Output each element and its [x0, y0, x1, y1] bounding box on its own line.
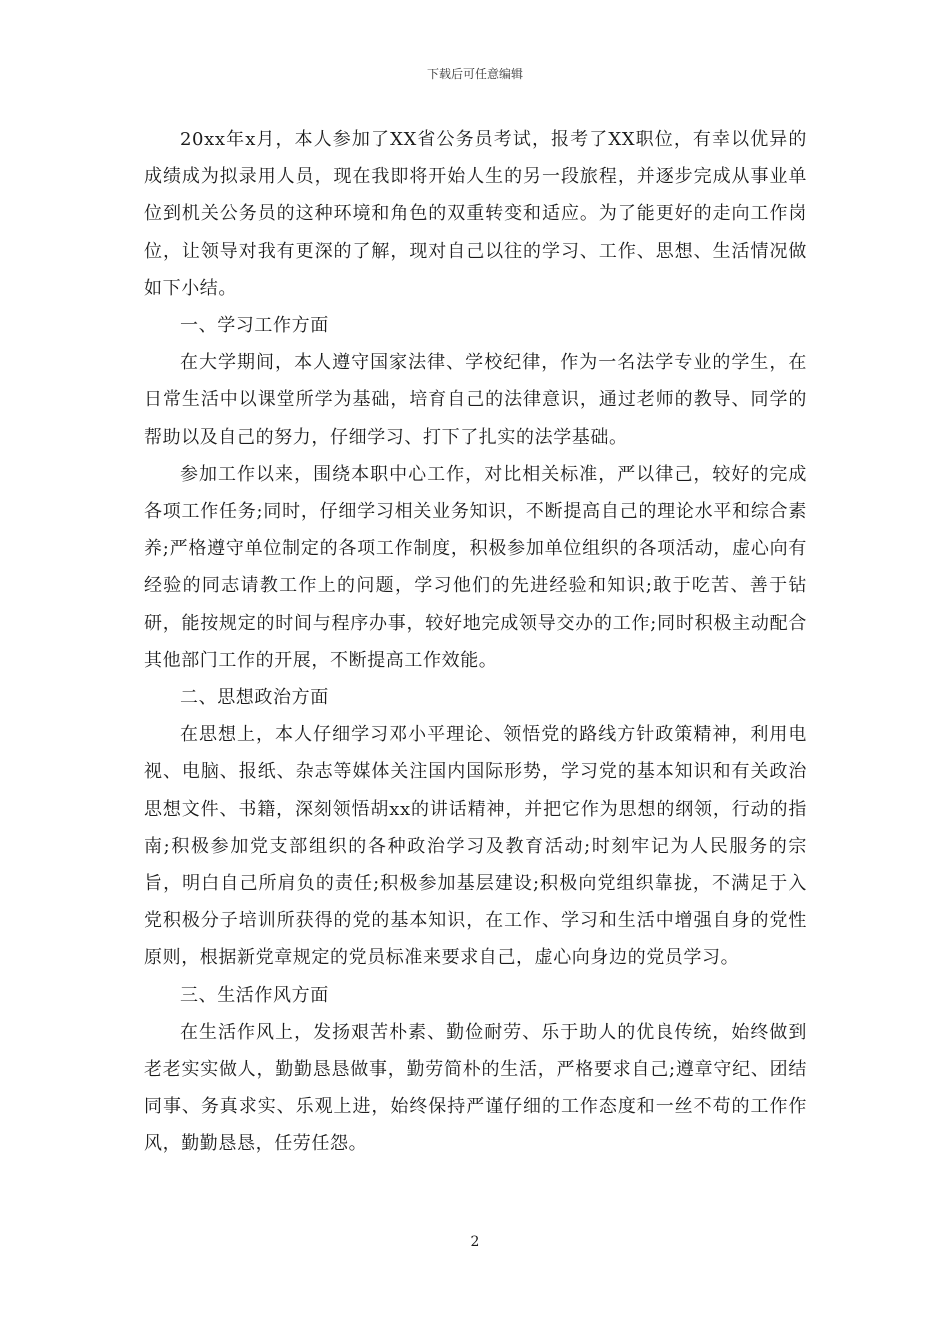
section-heading-political: 二、思想政治方面	[180, 687, 329, 709]
page-number: 2	[470, 1234, 480, 1250]
study-paragraph: 在大学期间，本人遵守国家法律、学校纪律，作为一名法学专业的学生，在日常生活中以课堂所学为基础，培育自己的法律意识，通过老师的教导、同学的帮助以及自己的努力，仔细学习、打下了扎实的法学基础。	[144, 352, 807, 448]
section-heading-lifestyle: 三、生活作风方面	[180, 984, 329, 1006]
page-header: 下载后可任意编辑	[426, 67, 523, 81]
section-heading-study-work: 一、学习工作方面	[180, 315, 329, 337]
document-body	[144, 121, 807, 1163]
intro-paragraph: 20xx年x月，本人参加了XX省公务员考试，报考了XX职位，有幸以优异的成绩成为拟录用人员，现在我即将开始人生的另一段旅程，并逐步完成从事业单位到机关公务员的这种环境和角色的双重转变和适应。为了能更好的走向工作岗位，让领导对我有更深的了解，现对自己以往的学习、工作、思想、生活情况做如下小结。	[144, 129, 807, 299]
work-paragraph: 参加工作以来，围绕本职中心工作，对比相关标准，严以律己，较好的完成各项工作任务;同时，仔细学习相关业务知识，不断提高自己的理论水平和综合素养;严格遵守单位制定的各项工作制度，积极参加单位组织的各项活动，虚心向有经验的同志请教工作上的问题，学习他们的先进经验和知识;敢于吃苦、善于钻研，能按规定的时间与程序办事，较好地完成领导交办的工作;同时积极主动配合其他部门工作的开展，不断提高工作效能。	[144, 463, 807, 671]
political-paragraph: 在思想上，本人仔细学习邓小平理论、领悟党的路线方针政策精神，利用电视、电脑、报纸、杂志等媒体关注国内国际形势，学习党的基本知识和有关政治思想文件、书籍，深刻领悟胡xx的讲话精神，并把它作为思想的纲领，行动的指南;积极参加党支部组织的各种政治学习及教育活动;时刻牢记为人民服务的宗旨，明白自己所肩负的责任;积极参加基层建设;积极向党组织靠拢，不满足于入党积极分子培训所获得的党的基本知识，在工作、学习和生活中增强自身的党性原则，根据新党章规定的党员标准来要求自己，虚心向身边的党员学习。	[144, 724, 808, 969]
lifestyle-paragraph: 在生活作风上，发扬艰苦朴素、勤俭耐劳、乐于助人的优良传统，始终做到老老实实做人，勤勤恳恳做事，勤劳简朴的生活，严格要求自己;遵章守纪、团结同事、务真求实、乐观上进，始终保持严谨仔细的工作态度和一丝不苟的工作作风，勤勤恳恳，任劳任怨。	[144, 1021, 807, 1155]
